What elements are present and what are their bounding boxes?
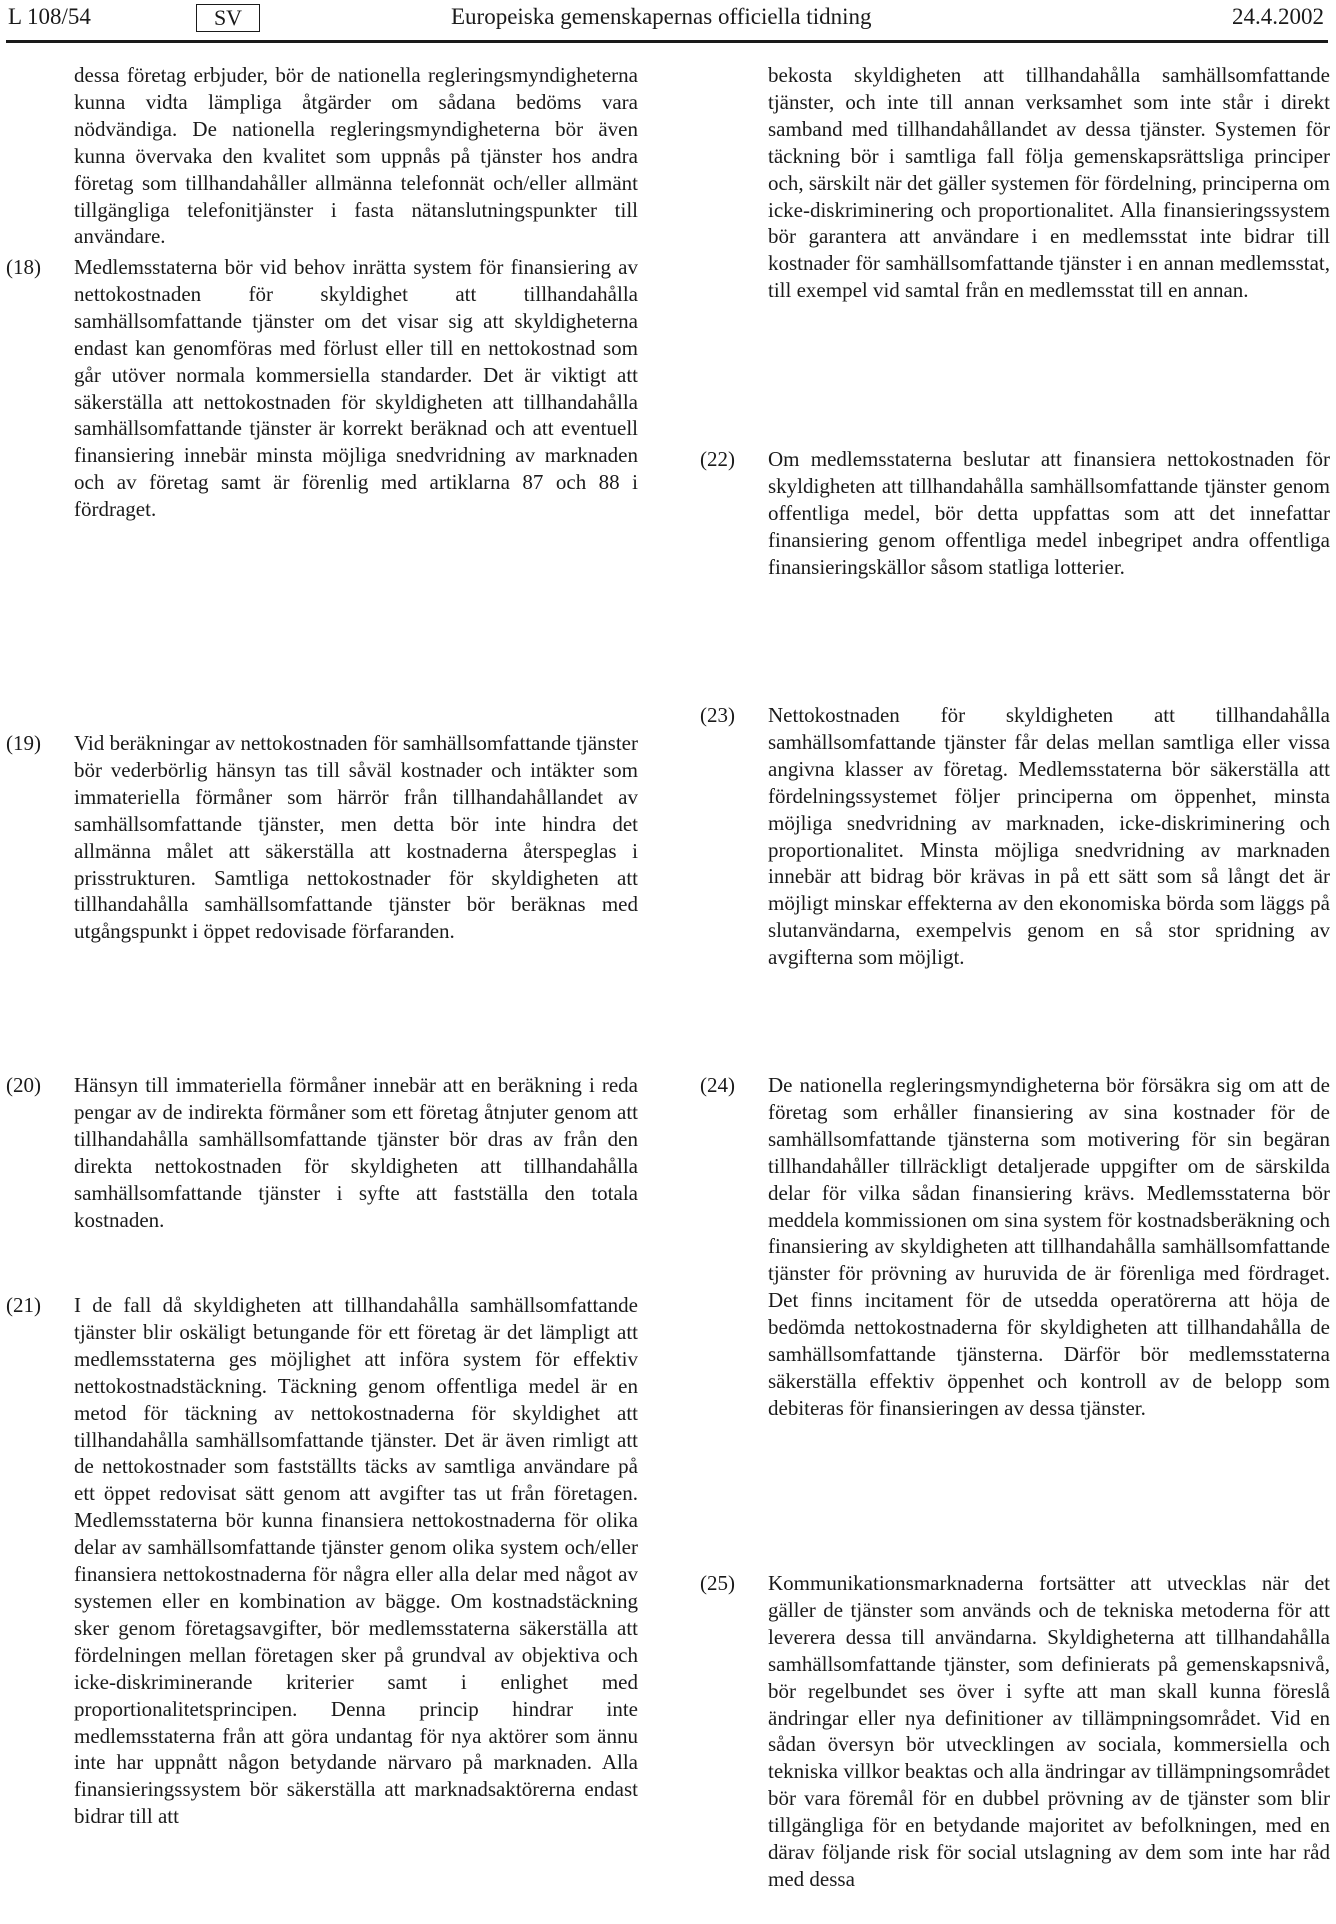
paragraph-text: De nationella regleringsmyndigheterna bör försäkra sig om att de företag som erhåller finansiering av sina kostnader för de samhällsomfattande tjänsterna som motivering för sin begäran tillhandahåller tillräckligt detaljerade uppgifter om de särskilda delar för vilka sådan finansiering krävs. Medlemsstaterna bör meddela kommissionen om sina system för kostnadsberäkning och finansiering av skyldigheten att tillhandahålla samhällsomfattande tjänster för prövning av huruvida de är förenliga med fördraget. Det finns incitament för de utsedda operatörerna att höja de bedömda nettokostnaderna för skyldigheten att tillhandahålla de samhällsomfattande tjänsterna. Därför bör medlemsstaterna säkerställa effektiv öppenhet och kontroll av de belopp som debiteras för finansieringen av dessa tjänster. xyxy=(768,1073,1330,1420)
paragraph-21 xyxy=(6,1292,638,1830)
paragraph-continuation xyxy=(6,62,638,250)
paragraph-text: Om medlemsstaterna beslutar att finansiera nettokostnaden för skyldigheten att tillhandahålla samhällsomfattande tjänster genom offentliga medel, bör detta uppfattas som att det innefattar finansiering genom offentliga medel inbegripet andra offentliga finansieringskällor såsom statliga lotterier. xyxy=(768,447,1330,579)
paragraph-text: bekosta skyldigheten att tillhandahålla samhällsomfattande tjänster, och inte till annan verksamhet som inte står i direkt samband med tillhandahållandet av dessa tjänster. Systemen för täckning bör i samtliga fall följa gemenskapsrättsliga principer och, särskilt när det gäller systemen för fördelning, principerna om icke-diskriminering och proportionalitet. Alla finansieringssystem bör garantera att användare i en medlemsstat inte bidrar till kostnader för samhällsomfattande tjänster i en annan medlemsstat, till exempel vid samtal från en medlemsstat till en annan. xyxy=(768,63,1330,303)
paragraph-text: I de fall då skyldigheten att tillhandahålla samhällsomfattande tjänster blir oskäligt betungande för ett företag är det lämpligt att medlemsstaterna ges möjlighet att införa system för effektiv nettokostnadstäckning. Täckning genom offentliga medel är en metod för täckning av nettokostnaderna för skyldighet att tillhandahålla samhällsomfattande tjänster. Det är även rimligt att de nettokostnader som fastställts täcks av samtliga användare på ett öppet redovisat sätt genom att avgifter tas ut från företagen. Medlemsstaterna bör kunna finansiera nettokostnaderna för olika delar av samhällsomfattande tjänster genom olika system och/eller finansiera nettokostnaderna för några eller alla delar med något av systemen eller en kombination av bägge. Om kostnadstäckning sker genom företagsavgifter, bör medlemsstaterna säkerställa att fördelningen mellan företagen sker på grundval av objektiva och icke-diskriminerande kriterier samt i enlighet med proportionalitetsprincipen. Denna princip hindrar inte medlemsstaterna från att göra undantag för nya aktörer som ännu inte har uppnått någon betydande närvaro på marknaden. Alla finansieringssystem bör säkerställa att marknadsaktörerna endast bidrar till att xyxy=(74,1293,638,1829)
paragraph-text: Kommunikationsmarknaderna fortsätter att utvecklas när det gäller de tjänster som används och de tekniska metoderna för att leverera dessa till användarna. Skyldigheterna att tillhandahålla samhällsomfattande tjänster, som definierats på gemenskapsnivå, bör regelbundet ses över i syfte att man skall kunna föreslå ändringar eller nya definitioner av tillämpningsområdet. Vid en sådan översyn bör utvecklingen av sociala, kommersiella och tekniska villkor beaktas och alla ändringar av tillämpningsområdet bör vara föremål för en dubbel prövning av de tjänster som blir tillgängliga för en betydande majoritet av befolkningen, med en därav följande risk för social utslagning av dem som inte har råd med dessa xyxy=(768,1571,1330,1891)
paragraph-20 xyxy=(6,1072,638,1233)
journal-reference: L 108/54 xyxy=(8,4,91,29)
paragraph-19 xyxy=(6,730,638,945)
journal-title: Europeiska gemenskapernas officiella tidning xyxy=(451,4,872,29)
paragraph-text: Vid beräkningar av nettokostnaden för samhällsomfattande tjänster bör vederbörlig hänsyn tas till såväl kostnader och intäkter som immateriella förmåner som härrör från tillhandahållandet av samhällsomfattande tjänster, men detta bör inte hindra det allmänna målet att säkerställa att kostnaderna återspeglas i prisstrukturen. Samtliga nettokostnader för skyldigheten att tillhandahålla samhällsomfattande tjänster bör beräknas med utgångspunkt i öppet redovisade förfaranden. xyxy=(74,731,638,944)
paragraph-number: (20) xyxy=(6,1073,41,1097)
paragraph-number: (23) xyxy=(700,703,735,727)
paragraph-25 xyxy=(700,1570,1330,1893)
paragraph-number: (19) xyxy=(6,731,41,755)
page-header xyxy=(6,0,1328,43)
publication-date: 24.4.2002 xyxy=(1232,4,1324,29)
paragraph-text: Medlemsstaterna bör vid behov inrätta system för finansiering av nettokostnaden för skyldighet att tillhandahålla samhällsomfattande tjänster om det visar sig att skyldigheterna endast kan genomföras med förlust eller till en nettokostnad som går utöver normala kommersiella standarder. Det är viktigt att säkerställa att nettokostnaden för skyldigheten att tillhandahålla samhällsomfattande tjänster är korrekt beräknad och att eventuell finansiering innebär minsta möjliga snedvridning av marknaden och av företag samt är förenlig med artiklarna 87 och 88 i fördraget. xyxy=(74,255,638,522)
paragraph-23 xyxy=(700,702,1330,971)
paragraph-text: Hänsyn till immateriella förmåner innebär att en beräkning i reda pengar av de indirekta förmåner som ett företag åtnjuter genom att tillhandahålla samhällsomfattande tjänster bör dras av från den direkta nettokostnaden för skyldigheten att tillhandahålla samhällsomfattande tjänster i syfte att fastställa den totala kostnaden. xyxy=(74,1073,638,1232)
language-badge: SV xyxy=(196,4,260,32)
paragraph-number: (22) xyxy=(700,447,735,471)
paragraph-22 xyxy=(700,446,1330,581)
paragraph-continuation xyxy=(700,62,1330,304)
paragraph-number: (25) xyxy=(700,1571,735,1595)
paragraph-text: Nettokostnaden för skyldigheten att tillhandahålla samhällsomfattande tjänster får delas mellan samtliga eller vissa angivna klasser av företag. Medlemsstaterna bör säkerställa att fördelningssystemet följer principerna om öppenhet, minsta möjliga snedvridning av marknaden, icke-diskriminering och proportionalitet. Minsta möjliga snedvridning av marknaden innebär att bidrag bör krävas in på ett sätt som så långt det är möjligt minskar effekterna av den ekonomiska börda som läggs på slutanvändarna, exempelvis genom en så stor spridning av avgifterna som möjligt. xyxy=(768,703,1330,970)
paragraph-18 xyxy=(6,254,638,523)
paragraph-text: dessa företag erbjuder, bör de nationella regleringsmyndigheterna kunna vidta lämpliga åtgärder om sådana bedöms vara nödvändiga. De nationella regleringsmyndigheterna bör även kunna övervaka den kvalitet som uppnås på tjänster hos andra företag som tillhandahåller allmänna telefonnät och/eller allmänt tillgängliga telefonitjänster i fasta nätanslutningspunkter till användare. xyxy=(74,63,638,249)
paragraph-number: (21) xyxy=(6,1293,41,1317)
paragraph-number: (24) xyxy=(700,1073,735,1097)
paragraph-24 xyxy=(700,1072,1330,1422)
paragraph-number: (18) xyxy=(6,255,41,279)
